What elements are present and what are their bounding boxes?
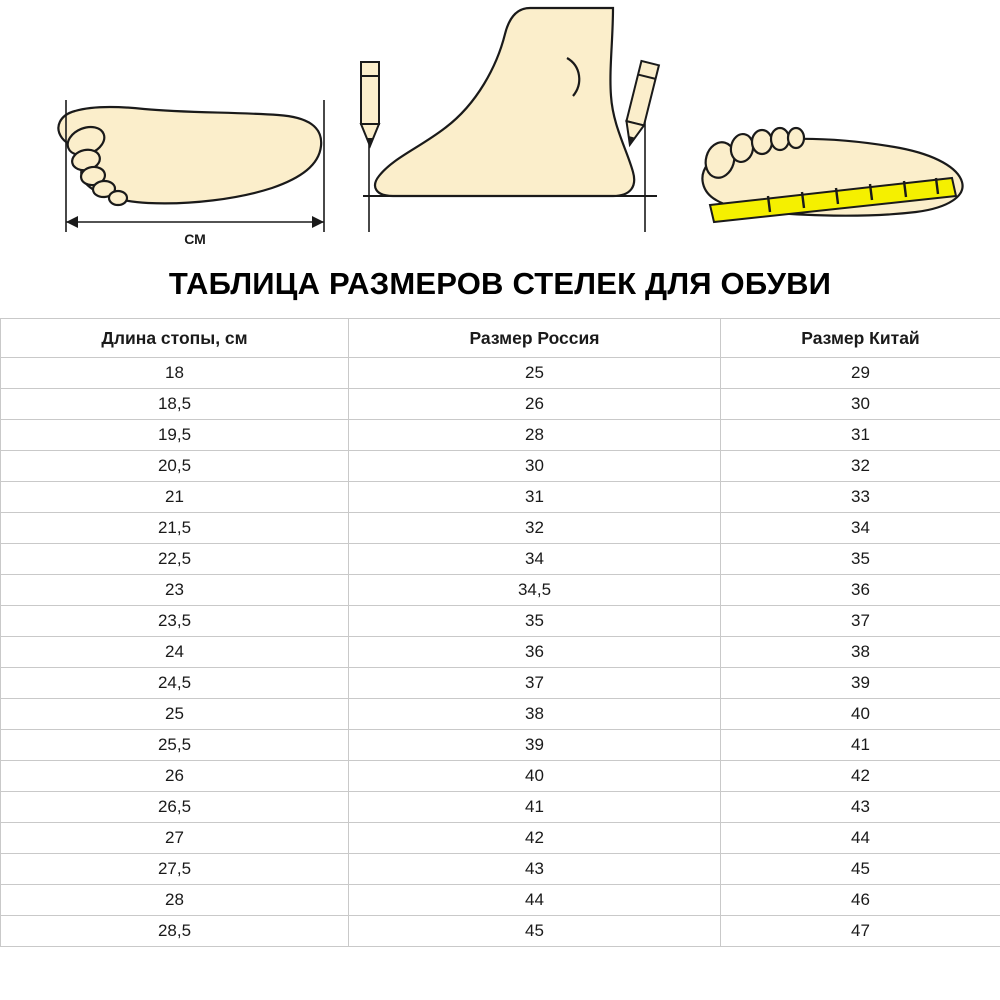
- cell-russia-size: 28: [349, 420, 721, 451]
- cell-foot-length: 21,5: [1, 513, 349, 544]
- cell-russia-size: 45: [349, 916, 721, 947]
- table-row: [1, 451, 1000, 482]
- foot-measuring-tape-diagram: [680, 0, 980, 258]
- cell-foot-length: 25: [1, 699, 349, 730]
- cell-china-size: 31: [721, 420, 1000, 451]
- table-row: [1, 699, 1000, 730]
- cell-russia-size: 41: [349, 792, 721, 823]
- cell-china-size: 29: [721, 358, 1000, 389]
- cell-china-size: 33: [721, 482, 1000, 513]
- cell-russia-size: 43: [349, 854, 721, 885]
- cell-china-size: 41: [721, 730, 1000, 761]
- pencil-icon-right: [621, 61, 659, 147]
- column-header-foot-length: Длина стопы, см: [1, 319, 349, 358]
- cell-foot-length: 22,5: [1, 544, 349, 575]
- table-row: [1, 668, 1000, 699]
- table-row: [1, 730, 1000, 761]
- table-row: [1, 389, 1000, 420]
- table-row: [1, 606, 1000, 637]
- cell-foot-length: 23: [1, 575, 349, 606]
- column-header-russia-size: Размер Россия: [349, 319, 721, 358]
- table-row: [1, 916, 1000, 947]
- table-row: [1, 513, 1000, 544]
- cell-foot-length: 20,5: [1, 451, 349, 482]
- cell-china-size: 46: [721, 885, 1000, 916]
- cell-china-size: 36: [721, 575, 1000, 606]
- cell-china-size: 32: [721, 451, 1000, 482]
- table-row: [1, 823, 1000, 854]
- table-row: [1, 575, 1000, 606]
- cell-russia-size: 32: [349, 513, 721, 544]
- cell-china-size: 45: [721, 854, 1000, 885]
- size-table: [0, 318, 1000, 947]
- cell-foot-length: 28: [1, 885, 349, 916]
- table-row: [1, 358, 1000, 389]
- cell-foot-length: 27,5: [1, 854, 349, 885]
- table-row: [1, 420, 1000, 451]
- cell-russia-size: 39: [349, 730, 721, 761]
- cell-russia-size: 36: [349, 637, 721, 668]
- cell-china-size: 34: [721, 513, 1000, 544]
- table-header-row: [1, 319, 1000, 358]
- cell-foot-length: 25,5: [1, 730, 349, 761]
- table-row: [1, 885, 1000, 916]
- cell-foot-length: 26: [1, 761, 349, 792]
- cell-china-size: 42: [721, 761, 1000, 792]
- cell-russia-size: 35: [349, 606, 721, 637]
- table-body: [1, 358, 1000, 947]
- cell-russia-size: 25: [349, 358, 721, 389]
- cell-foot-length: 28,5: [1, 916, 349, 947]
- cell-russia-size: 30: [349, 451, 721, 482]
- cell-foot-length: 19,5: [1, 420, 349, 451]
- cell-china-size: 47: [721, 916, 1000, 947]
- cell-foot-length: 18,5: [1, 389, 349, 420]
- cell-china-size: 38: [721, 637, 1000, 668]
- foot-sole-diagram: [20, 0, 340, 258]
- column-header-china-size: Размер Китай: [721, 319, 1000, 358]
- table-row: [1, 792, 1000, 823]
- table-row: [1, 544, 1000, 575]
- cell-china-size: 37: [721, 606, 1000, 637]
- table-row: [1, 482, 1000, 513]
- cell-russia-size: 34: [349, 544, 721, 575]
- cell-foot-length: 27: [1, 823, 349, 854]
- table-row: [1, 637, 1000, 668]
- cell-foot-length: 24: [1, 637, 349, 668]
- cell-foot-length: 23,5: [1, 606, 349, 637]
- cell-russia-size: 40: [349, 761, 721, 792]
- cell-china-size: 43: [721, 792, 1000, 823]
- cell-china-size: 40: [721, 699, 1000, 730]
- cell-russia-size: 42: [349, 823, 721, 854]
- cell-russia-size: 26: [349, 389, 721, 420]
- illustration-row: [0, 0, 1000, 258]
- table-row: [1, 854, 1000, 885]
- table-row: [1, 761, 1000, 792]
- cell-russia-size: 34,5: [349, 575, 721, 606]
- cell-china-size: 35: [721, 544, 1000, 575]
- page-title: ТАБЛИЦА РАЗМЕРОВ СТЕЛЕК ДЛЯ ОБУВИ: [168, 266, 832, 301]
- cell-china-size: 30: [721, 389, 1000, 420]
- foot-side-view-diagram: [345, 0, 675, 258]
- pencil-icon-left: [361, 62, 379, 146]
- cell-china-size: 44: [721, 823, 1000, 854]
- cell-russia-size: 31: [349, 482, 721, 513]
- cell-foot-length: 24,5: [1, 668, 349, 699]
- cell-foot-length: 21: [1, 482, 349, 513]
- cell-russia-size: 37: [349, 668, 721, 699]
- cell-foot-length: 18: [1, 358, 349, 389]
- cell-russia-size: 44: [349, 885, 721, 916]
- cell-china-size: 39: [721, 668, 1000, 699]
- cell-russia-size: 38: [349, 699, 721, 730]
- cell-foot-length: 26,5: [1, 792, 349, 823]
- cm-label: СМ: [184, 231, 206, 247]
